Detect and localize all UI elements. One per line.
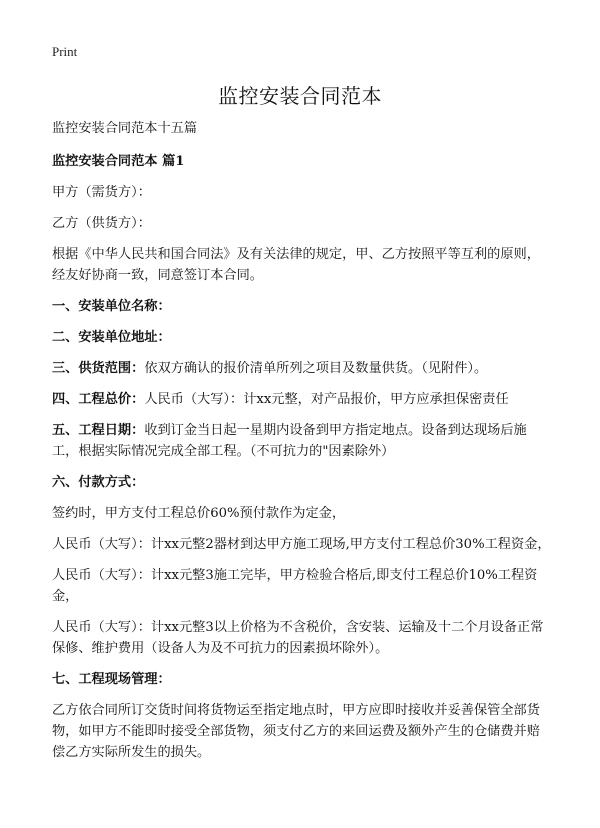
clause-5-lead: 五、工程日期： [52, 423, 145, 438]
clause-5 [52, 420, 552, 462]
clause-6-heading: 六、付款方式： [52, 475, 145, 490]
document-subtitle: 监控安装合同范本十五篇 [52, 121, 198, 136]
clause-4 [52, 389, 552, 410]
intro-paragraph: 根据《中华人民共和国合同法》及有关法律的规定，甲、乙方按照平等互利的原则，经友好协商一致，同意签订本合同。 [52, 247, 540, 283]
clause-1-heading: 一、安装单位名称： [52, 299, 171, 314]
clause-3-text: 依双方确认的报价清单所列之项目及数量供货。（见附件）。 [144, 361, 488, 376]
clause-4-lead: 四、工程总价： [52, 392, 145, 407]
payment-line-4: 人民币（大写）：计xx元整3以上价格为不含税价，含安装、运输及十二个月设备正常保修、维护费用（设备人为及不可抗力的因素损坏除外）。 [52, 620, 544, 656]
clause-7-heading: 七、工程现场管理： [52, 672, 171, 687]
clause-3 [52, 358, 552, 379]
clause-2-heading: 二、安装单位地址： [52, 330, 171, 345]
payment-line-3: 人民币（大写）：计xx元整3施工完毕，甲方检验合格后,即支付工程总价10%工程资金， [52, 568, 538, 604]
party-a-line: 甲方（需货方）： [52, 185, 151, 200]
clause-5-text: 收到订金当日起一星期内设备到甲方指定地点。设备到达现场后施工，根据实际情况完成全部工程。（不可抗力的"因素除外） [52, 423, 527, 459]
clause-4-text: 人民币（大写）：计xx元整，对产品报价，甲方应承担保密责任 [144, 392, 509, 407]
print-label: Print [52, 44, 78, 59]
document-title: 监控安装合同范本 [218, 84, 382, 108]
section-heading: 监控安装合同范本 篇1 [52, 154, 185, 169]
payment-line-1: 签约时，甲方支付工程总价60%预付款作为定金， [52, 506, 346, 521]
clause-3-lead: 三、供货范围： [52, 361, 145, 376]
party-b-line: 乙方（供货方）： [52, 216, 151, 231]
clause-7-text: 乙方依合同所订交货时间将货物运至指定地点时，甲方应即时接收并妥善保管全部货物，如甲方不能即时接受全部货物，须支付乙方的来回运费及额外产生的仓储费并赔偿乙方实际所发生的损失。 [52, 703, 540, 760]
document-body [52, 118, 552, 773]
payment-line-2: 人民币（大写）：计xx元整2器材到达甲方施工现场,甲方支付工程总价30%工程资金， [52, 537, 551, 552]
